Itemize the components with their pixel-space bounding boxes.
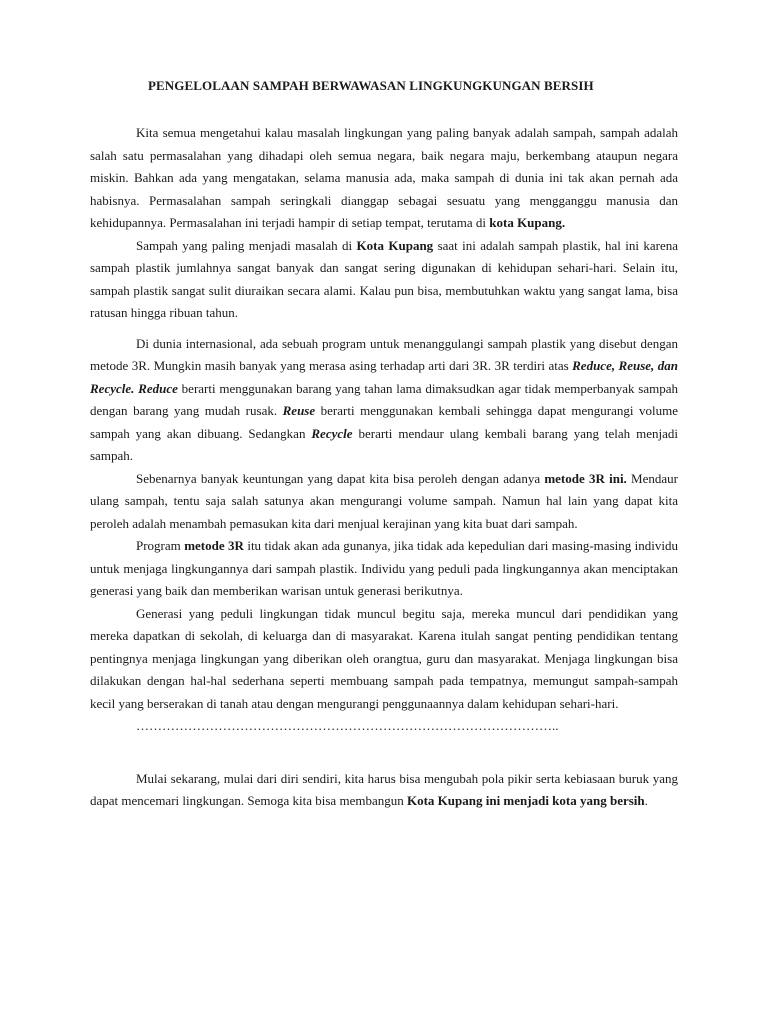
text-span: berarti menggunakan barang yang tahan lama dimaksudkan agar tidak memperbanyak sampah dengan barang yang mudah rusak.: [90, 380, 678, 418]
document-body: [90, 122, 678, 813]
text-span: Di dunia internasional, ada sebuah program untuk menanggulangi sampah plastik yang disebut dengan metode 3R. Mungkin masih banyak yang merasa asing terhadap arti dari 3R. 3R terdiri atas: [90, 335, 678, 373]
paragraph-4: [90, 468, 678, 536]
text-span: itu tidak akan ada gunanya, jika tidak ada kepedulian dari masing-masing individu untuk menjaga lingkungannya dari sampah plastik. Individu yang peduli pada lingkungannya akan menciptakan generasi yang baik dan memberikan warisan untuk generasi berikutnya.: [90, 538, 678, 598]
bold-text: Kota Kupang: [356, 237, 434, 253]
paragraph-7: [90, 768, 678, 813]
paragraph-1: [90, 122, 678, 235]
text-span: berarti menggunakan kembali sehingga dapat mengurangi volume sampah yang akan dibuang. Sedangkan: [90, 403, 678, 441]
text-span: Generasi yang peduli lingkungan tidak muncul begitu saja, mereka muncul dari pendidikan yang mereka dapatkan di sekolah, di keluarga dan di masyarakat. Karena itulah sangat penting pendidikan tentang pentingnya menjaga lingkungan yang diberikan oleh orangtua, guru dan masyarakat. Menjaga lingkungan bisa dilakukan dengan hal-hal sederhana seperti membuang sampah pada tempatnya, memungut sampah-sampah kecil yang berserakan di tanah atau dengan mengurangi penggunaannya dalam kehidupan sehari-hari.: [90, 605, 678, 711]
paragraph-2: [90, 235, 678, 325]
text-span: Program: [136, 538, 185, 553]
paragraph-6: [90, 603, 678, 716]
bold-text: metode 3R ini.: [544, 470, 627, 486]
text-span: Kita semua mengetahui kalau masalah lingkungan yang paling banyak adalah sampah, sampah adalah salah satu permasalahan yang dihadapi oleh semua negara, baik negara maju, berkembang ataupun negara miskin. Bahkan ada yang mengatakan, selama manusia ada, maka sampah di dunia ini tak akan pernah ada habisnya. Permasalahan sampah seringkali dianggap sebagai sesuatu yang mengganggu manusia dan kehidupannya. Permasalahan ini terjadi hampir di setiap tempat, terutama di: [90, 125, 678, 230]
paragraph-3: [90, 333, 678, 468]
bold-italic-text: Reuse: [282, 403, 316, 418]
text-span: Mendaur ulang sampah, tentu saja salah satunya akan mengurangi volume sampah. Namun hal lain yang dapat kita peroleh adalah menambah pemasukan kita dari menjual kerajinan yang kita buat dari sampah.: [90, 470, 678, 531]
bold-italic-text: Recycle: [311, 425, 353, 441]
bold-text: kota Kupang.: [489, 215, 566, 230]
paragraph-5: [90, 535, 678, 603]
dotted-separator: ……………………………………………………………………………………..: [136, 718, 559, 733]
text-span: Mulai sekarang, mulai dari diri sendiri, kita harus bisa mengubah pola pikir serta kebiasaan buruk yang dapat mencemari lingkungan. Semoga kita bisa membangun: [90, 770, 678, 808]
text-span: berarti mendaur ulang kembali barang yang telah menjadi sampah.: [90, 425, 678, 463]
bold-italic-text: Reduce, Reuse, dan Recycle. Reduce: [90, 358, 678, 396]
document-title: PENGELOLAAN SAMPAH BERWAWASAN LINGKUNGKUNGAN BERSIH: [148, 78, 594, 93]
bold-text: Kota Kupang ini menjadi kota yang bersih: [406, 793, 645, 808]
text-span: Sampah yang paling menjadi masalah di: [136, 237, 357, 253]
text-span: .: [644, 793, 648, 808]
bold-text: metode 3R: [184, 538, 244, 553]
text-span: saat ini adalah sampah plastik, hal ini karena sampah plastik jumlahnya sangat banyak dan sangat sering digunakan di kehidupan sehari-hari. Selain itu, sampah plastik sangat sulit diuraikan secara alami. Kalau pun bisa, membutuhkan waktu yang sangat lama, bisa ratusan hingga ribuan tahun.: [90, 237, 678, 320]
text-span: Sebenarnya banyak keuntungan yang dapat kita bisa peroleh dengan adanya: [136, 470, 545, 486]
